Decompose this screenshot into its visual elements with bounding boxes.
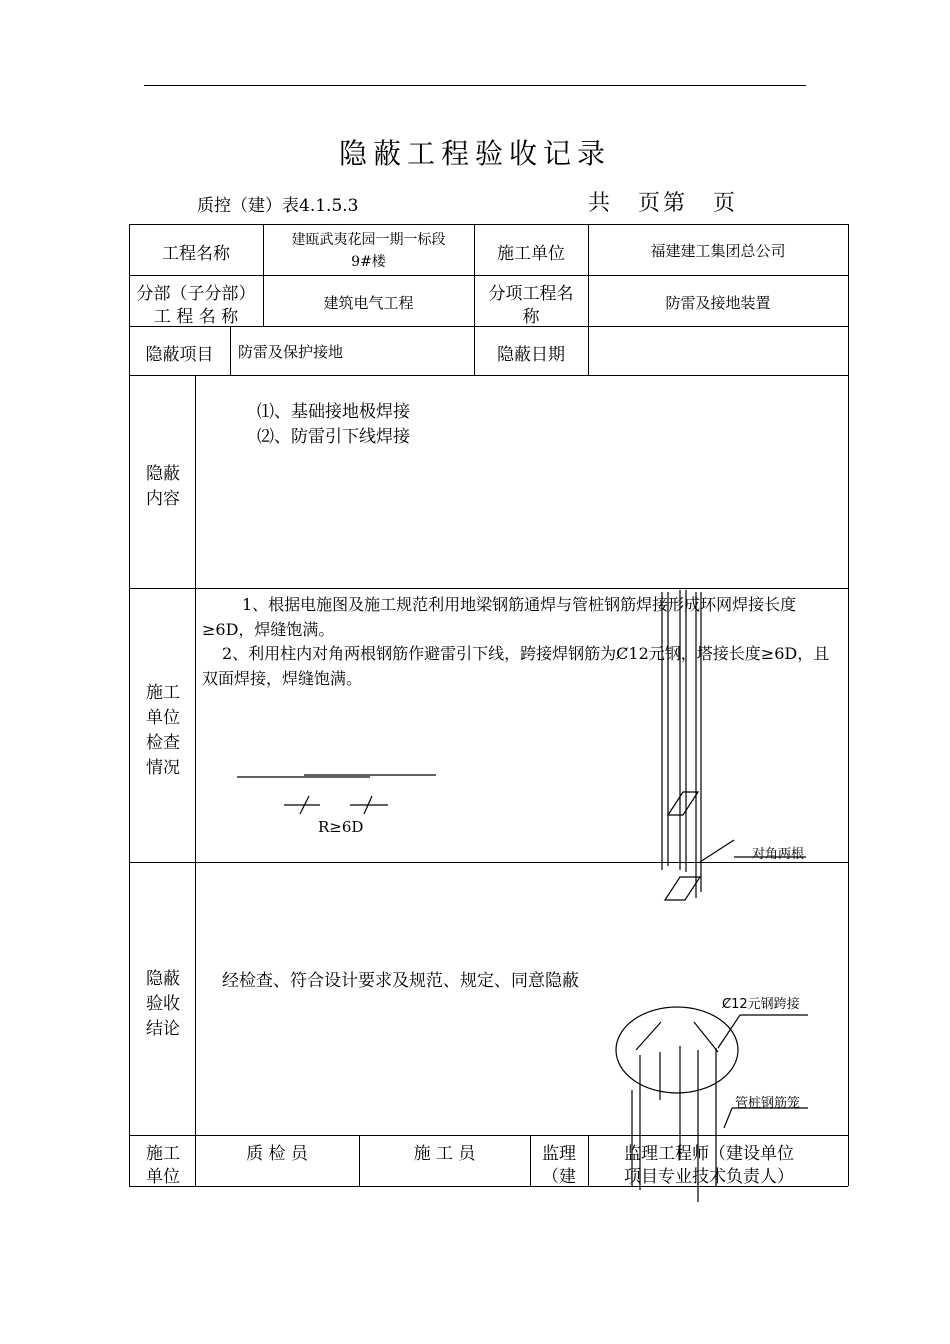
inspection-label-line4: 情况 [146, 758, 180, 778]
subitem-label-line2: 称 [522, 307, 540, 327]
division-label-line1: 分部（子分部） [136, 284, 256, 304]
project-name-line2: 9#楼 [351, 254, 386, 270]
inspector-label: 质 检 员 [246, 1144, 308, 1164]
page-title: 隐蔽工程验收记录 [338, 137, 611, 170]
conclusion-label-line2: 验收 [146, 994, 180, 1014]
inspection-label-line1: 施工 [146, 683, 180, 703]
diagonal-note: 对角两根 [752, 847, 805, 862]
subitem-value: 防雷及接地装置 [665, 294, 771, 312]
bridge-note: Ȼ12元钢跨接 [722, 997, 800, 1012]
inspection-para-2: 2、利用柱内对角两根钢筋作避雷引下线，跨接焊钢筋为Ȼ12元钢，塔接长度≥6D，且双面焊接，焊缝饱满。 [202, 644, 830, 688]
hidden-date-label: 隐蔽日期 [497, 345, 565, 365]
conclusion-label-line1: 隐蔽 [146, 969, 180, 989]
supervisor-label-line1: 监理 [542, 1144, 576, 1164]
engineer-label-line1: 监理工程师（建设单位 [624, 1144, 794, 1164]
sign-unit-label-line1: 施工 [146, 1144, 180, 1164]
engineer-label-line2: 项目专业技术负责人） [624, 1167, 794, 1187]
subitem-label-line1: 分项工程名 [488, 284, 574, 304]
weld-dimension-label: R≥6D [318, 818, 364, 836]
contractor-label: 施工单位 [497, 244, 565, 264]
contractor-value: 福建建工集团总公司 [650, 242, 786, 260]
conclusion-text: 经检查、符合设计要求及规范、规定、同意隐蔽 [222, 971, 579, 991]
inspection-label-line3: 检查 [146, 733, 180, 753]
content-item-1: ⑴、基础接地极焊接 [257, 402, 410, 422]
project-name-line1: 建瓯武夷花园一期一标段 [291, 232, 446, 248]
page-info: 共 页第 页 [588, 191, 739, 216]
form-code: 质控（建）表4.1.5.3 [197, 196, 359, 216]
content-item-2: ⑵、防雷引下线焊接 [257, 427, 410, 447]
project-name-label: 工程名称 [162, 244, 230, 264]
inspection-label-line2: 单位 [146, 708, 180, 728]
weld-overlap-diagram [237, 775, 436, 814]
supervisor-label-line2: （建 [542, 1167, 576, 1187]
content-label-line2: 内容 [146, 489, 180, 509]
division-value: 建筑电气工程 [323, 294, 414, 312]
column-rebar-diagram [662, 590, 806, 900]
inspection-para-1: 1、根据电施图及施工规范利用地梁钢筋通焊与管桩钢筋焊接形成环网焊接长度≥6D，焊缝饱满。 [202, 595, 797, 639]
sign-unit-label-line2: 单位 [146, 1167, 180, 1187]
division-label-line2: 工 程 名 称 [153, 307, 239, 327]
hidden-item-label: 隐蔽项目 [145, 345, 214, 365]
worker-label: 施 工 员 [413, 1144, 476, 1164]
content-label-line1: 隐蔽 [146, 464, 180, 484]
conclusion-label-line3: 结论 [146, 1019, 180, 1039]
pile-cage-diagram [616, 1007, 808, 1202]
pile-note: 管桩钢筋笼 [735, 1096, 801, 1111]
hidden-item-value: 防雷及保护接地 [238, 343, 344, 361]
